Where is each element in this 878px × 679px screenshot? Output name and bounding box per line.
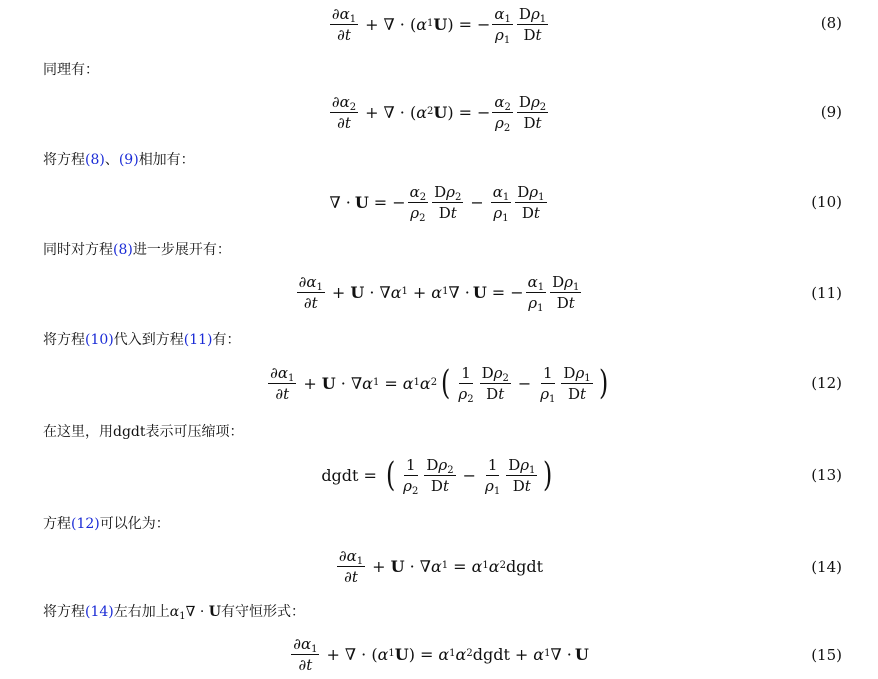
text-run: 将方程 [43, 332, 85, 348]
text-run: 进一步展开有： [132, 242, 231, 258]
equation-link[interactable]: (12) [71, 516, 100, 532]
equation-link[interactable]: (9) [118, 152, 139, 168]
equation-link[interactable]: (10) [85, 332, 114, 348]
text-run: 有守恒形式： [220, 604, 305, 620]
text-run: 将方程 [43, 152, 85, 168]
text-run: 左右加上 [113, 604, 170, 620]
equation-8: $\frac{\partial\alpha_1}{\partial t}$ + ∇ · ( α 1 U ) = − $\frac{\alpha_1}{\rho_1}$ $\frac{D\rho_1}{Dt}$ [331, 4, 547, 46]
equation-12: $\frac{\partial\alpha_1}{\partial t}$ + U · ∇ α 1 = α 1 α 2 ( $\frac{1}{\rho_2}$ $\frac{D\rho_2}{Dt}$ − $\frac{1}{\rho_1}$ $\frac{D\rho_1}{Dt}$ ) [270, 363, 608, 405]
equation-number: (13) [811, 466, 842, 484]
paragraph-text [43, 421, 244, 441]
text-run: 可以化为： [99, 516, 170, 532]
text-run: 相加有： [138, 152, 195, 168]
text-run: 方程 [43, 516, 71, 532]
equation-link[interactable]: (8) [113, 242, 133, 258]
text-run: 、 [104, 152, 119, 168]
equation-13: dgdt = ( $\frac{1}{\rho_2}$ $\frac{D\rho_2}{Dt}$ − $\frac{1}{\rho_1}$ $\frac{D\rho_1}{Dt}$ ) [321, 455, 553, 497]
inline-code: dgdt [113, 424, 146, 440]
text-run: 代入到方程 [113, 332, 184, 348]
equation-number: (10) [811, 193, 842, 211]
inline-math: $\alpha_1\nabla \cdot U$ [169, 604, 221, 622]
text-run: 在这里，用 [43, 424, 113, 440]
equation-14: $\frac{\partial\alpha_1}{\partial t}$ + U · ∇ α 1 = α 1 α 2 dgdt [338, 546, 544, 586]
equation-10: ∇ · U = − $\frac{\alpha_2}{\rho_2}$ $\frac{D\rho_2}{Dt}$ − $\frac{\alpha_1}{\rho_1}$ $\frac{D\rho_1}{Dt}$ [329, 182, 545, 224]
paragraph-text [43, 239, 231, 259]
text-run: 将方程 [43, 604, 85, 620]
equation-number: (12) [811, 374, 842, 392]
equation-link[interactable]: (8) [85, 152, 105, 168]
equation-number: (8) [820, 14, 842, 32]
text-run: 同时对方程 [43, 242, 113, 258]
equation-number: (15) [811, 646, 842, 664]
equation-number: (11) [811, 284, 842, 302]
paragraph-text [43, 513, 170, 533]
equation-number: (14) [811, 558, 842, 576]
paragraph-text [43, 601, 305, 621]
equation-9: $\frac{\partial\alpha_2}{\partial t}$ + ∇ · ( α 2 U ) = − $\frac{\alpha_2}{\rho_2}$ $\frac{D\rho_2}{Dt}$ [331, 92, 547, 134]
equation-link[interactable]: (14) [85, 604, 114, 620]
text-run: 有： [212, 332, 241, 348]
equation-15: $\frac{\partial\alpha_1}{\partial t}$ + ∇ · ( α 1 U ) = α 1 α 2 dgdt + α 1 ∇ · U [293, 634, 589, 674]
paragraph-text [43, 149, 195, 169]
equation-link[interactable]: (11) [183, 332, 213, 348]
equation-number: (9) [820, 103, 842, 121]
text-run: 表示可压缩项： [145, 424, 244, 440]
equation-11: $\frac{\partial\alpha_1}{\partial t}$ + U · ∇ α 1 + α 1 ∇ · U = − $\frac{\alpha_1}{\rho_1}$ $\frac{D\rho_1}{Dt}$ [298, 272, 580, 314]
paragraph-text: 同理有： [43, 62, 99, 78]
paragraph-text [43, 329, 241, 349]
